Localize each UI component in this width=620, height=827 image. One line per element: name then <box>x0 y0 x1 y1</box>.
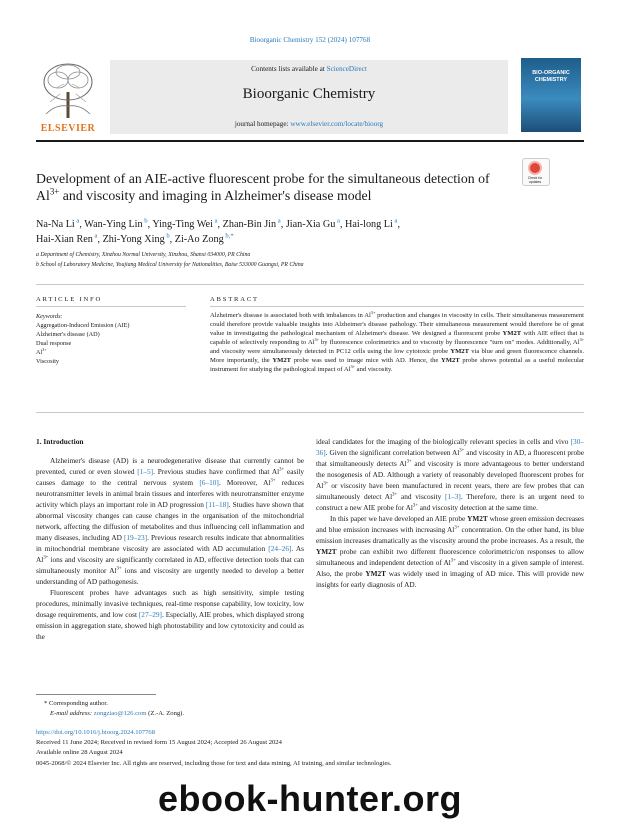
author-affiliation-marker[interactable]: b <box>142 217 148 225</box>
email-link[interactable]: zongziao@126.com <box>93 710 147 717</box>
superscript-charge: 3+ <box>412 503 418 509</box>
author-affiliation-marker[interactable]: a <box>92 232 98 240</box>
homepage-link[interactable]: www.elsevier.com/locate/bioorg <box>290 120 384 128</box>
author-affiliation-marker[interactable]: a <box>335 217 340 225</box>
probe-name: YM2T <box>502 330 522 338</box>
body-left-column <box>36 436 304 642</box>
intro-paragraph-2: Fluorescent probes have advantages such as high sensitivity, simple testing procedures, minimally invasive techniques, real-time response capability, low toxicity, low dosage requirements, and low cost [27–29]. Especially, AIE probes, which displayed strong emission in aggregation state, showed high photostability and low cytotoxicity and could as the <box>36 588 304 642</box>
probe-name: YM2T <box>272 357 292 365</box>
article-info-rule <box>36 306 186 307</box>
affiliation-a: a Department of Chemistry, Xinzhou Normal University, Xinzhou, Shanxi 034000, PR China <box>36 252 251 258</box>
received-dates: Received 11 June 2024; Received in revised form 15 August 2024; Accepted 26 August 2024 <box>36 739 282 747</box>
author-name: Zhan-Bin Jin <box>222 219 277 230</box>
author-name: Na-Na Li <box>36 219 75 230</box>
abstract-bottom-rule <box>36 412 584 413</box>
author-name: Ying-Ting Wei <box>152 219 213 230</box>
title-superscript: 3+ <box>49 186 60 197</box>
affiliation-rule <box>36 284 584 285</box>
citation-link[interactable]: [6–10] <box>199 478 219 488</box>
keywords-label: Keywords: <box>36 313 63 320</box>
abstract-heading: ABSTRACT <box>210 296 259 303</box>
superscript-charge: 3+ <box>454 525 460 531</box>
probe-name: YM2T <box>365 569 387 579</box>
superscript-charge: 3+ <box>392 492 398 498</box>
citation-link[interactable]: [1–3] <box>445 492 461 502</box>
header-rule <box>36 140 584 142</box>
superscript-charge: 3+ <box>459 448 465 454</box>
check-label-line-1: Check for <box>527 176 543 180</box>
contents-line <box>110 65 508 73</box>
bibliographic-info <box>36 728 584 769</box>
footnote-rule <box>36 694 156 695</box>
citation-link[interactable]: [27–29] <box>138 610 162 620</box>
keyword-item: Aggregation-Induced Emission (AIE) <box>36 322 130 329</box>
journal-cover-title <box>521 70 581 83</box>
author-affiliation-marker[interactable]: a <box>276 217 281 225</box>
homepage-prefix: journal homepage: <box>234 120 291 128</box>
article-title <box>36 170 506 204</box>
abstract-rule <box>210 306 584 307</box>
superscript-charge: 3+ <box>314 336 319 342</box>
citation-link[interactable]: [11–18] <box>205 500 229 510</box>
superscript-charge: 3+ <box>579 336 584 342</box>
footnote <box>44 699 364 719</box>
abstract-text: Alzheimer's disease is associated both with imbalances in $Al^{3+}$ production and changes in viscosity in cells. Their simultaneous measurement could therefore provide valuable insights into Alzheimer's disease pathology. Their simultaneous measurement would therefore be of great value in investigating the pathological mechanism of Alzheimer's disease. We designed a fluorescent probe YM2T with AIE effect that is capable of selectively responding to $Al^{3+}$ by fluorescence colorimetrics and to viscosity by fluorescence "turn on" modes. Additionally, $Al^{3+}$ and viscosity were simultaneously detected in PC12 cells using the low cytotoxic probe YM2T via blue and green fluorescence channels. More importantly, the YM2T probe was used to image mice with AD. Hence, the YM2T probe shows potential as a useful molecular instrument for studying the pathological impact of $Al^{3+}$ and viscosity. <box>210 309 584 374</box>
copyright-line: 0045-2068/© 2024 Elsevier Inc. All rights are reserved, including those for text and data mining, AI training, and similar technologies. <box>36 759 392 767</box>
citation-link[interactable]: [1–5] <box>137 467 154 477</box>
available-online: Available online 28 August 2024 <box>36 749 123 757</box>
introduction-heading: 1. Introduction <box>36 437 84 446</box>
journal-name: Bioorganic Chemistry <box>242 86 376 102</box>
probe-name: YM2T <box>450 348 469 356</box>
article-info-heading: ARTICLE INFO <box>36 296 103 303</box>
keyword-item: Viscosity <box>36 358 60 365</box>
body-right-column <box>316 436 584 590</box>
publisher-name: ELSEVIER <box>40 123 96 134</box>
author-affiliation-marker[interactable]: b <box>164 232 170 240</box>
check-updates-icon <box>528 161 542 175</box>
watermark-text: ebook-hunter.org <box>158 778 462 819</box>
keyword-item: Alzheimer's disease (AD) <box>36 331 100 338</box>
title-part-2: and viscosity and imaging in Alzheimer's disease model <box>59 188 372 203</box>
superscript-charge: 3+ <box>279 467 285 473</box>
author-affiliation-marker[interactable]: a <box>212 217 218 225</box>
author-affiliation-marker[interactable]: b,* <box>223 232 234 240</box>
citation-link[interactable]: [30–36] <box>316 437 584 458</box>
author-name: Wan-Ying Lin <box>84 219 143 230</box>
intro-paragraph-3: ideal candidates for the imaging of the biologically relevant species in cells and vivo [30–36]. Given the significant correlation between $Al^{3+}$ and viscosity in AD, a fluorescent probe that simultaneously detects $Al^{3+}$ and viscosity is more advantageous to better understand the nosogenesis of AD. Although a variety of reasonably developed fluorescent probes for $Al^{3+}$ or viscosity have been manufactured in recent years, there are few probes that can simultaneously detect $Al^{3+}$ and viscosity [1–3]. Therefore, there is an urgent need to construct a new AIE probe for $Al^{3+}$ and viscosity detection at the same time. <box>316 437 584 513</box>
elsevier-tree-logo <box>36 58 100 132</box>
homepage-line <box>110 120 508 128</box>
intro-paragraph-4: In this paper we have developed an AIE probe YM2T whose green emission decreases and blue emission increases with increasing $Al^{3+}$ concentration. On the other hand, its blue emission increases dramatically as the viscosity around the probe increases. As a result, the YM2T probe can exhibit two different fluorescence colorimetric/on responses to allow simultaneous and independent detection of $Al^{3+}$ and viscosity in a given sample of interest. Also, the probe YM2T was widely used in imaging of AD mice. This will provide new insights for early diagnosis of AD. <box>316 514 584 590</box>
affiliation-b: b School of Laboratory Medicine, Youjiang Medical University for Nationalities, Baise 533000 Guangxi, PR China <box>36 262 304 268</box>
title-part-1: Development of an AIE-active fluorescent probe for the simultaneous detection of Al <box>36 171 490 203</box>
corresponding-author-note: * Corresponding author. <box>44 700 108 707</box>
check-label-line-2: updates <box>528 180 542 184</box>
probe-name: YM2T <box>441 357 460 365</box>
superscript-charge: 3+ <box>116 566 122 572</box>
email-label: E-mail address: <box>50 710 94 717</box>
sciencedirect-link[interactable]: ScienceDirect <box>326 65 367 73</box>
author-affiliation-marker[interactable]: a <box>74 217 80 225</box>
superscript-charge: 3+ <box>450 558 456 564</box>
email-suffix: (Z.-A. Zong). <box>146 710 185 717</box>
superscript-charge: 3+ <box>370 309 376 315</box>
superscript-charge: 3+ <box>270 478 276 484</box>
author-list: Na-Na Li $^a$, Wan-Ying Lin $^b$, Ying-Ting Wei $^a$, Zhan-Bin Jin $^a$, Jian-Xia Gu $^a$, Hai-long Li $^a$, Hai-Xian Ren $^a$, Zhi-Yong Xing $^b$, Zi-Ao Zong $^{b,*}$ <box>36 217 401 245</box>
author-name: Zi-Ao Zong <box>174 234 224 245</box>
keywords-block <box>36 312 186 366</box>
superscript-charge: 3+ <box>42 346 47 352</box>
citation-link[interactable]: [19–23] <box>123 533 148 543</box>
contents-prefix: Contents lists available at <box>251 65 327 73</box>
superscript-charge: 3+ <box>323 481 329 487</box>
author-name: Zhi-Yong Xing <box>102 234 165 245</box>
author-name: Jian-Xia Gu <box>285 219 336 230</box>
citation-link[interactable]: [24–26] <box>268 544 292 554</box>
intro-paragraph-1: Alzheimer's disease (AD) is a neurodegenerative disease that currently cannot be prevented, cured or even slowed [1–5]. Previous studies have confirmed that $Al^{3+}$ easily causes damage to the central nervous system [6–10]. Moreover, $Al^{3+}$ reduces neurotransmitter levels in animal brain tissues and interferes with neurotransmitter enzyme activity which plays an important role in AD progression [11–18]. Studies have shown that abnormal viscosity changes can cause changes in the organisation of the mitochondrial network, affecting the diffusion of metabolites and thus influencing cell inflammation and many diseases, including AD [19–23]. Previous research results indicate that abnormalities in mitochondrial membrane viscosity are associated with AD accumulation [24–26]. As $Al^{3+}$ ions and viscosity are significantly correlated in AD, effective detection tools that can simultaneously monitor $Al^{3+}$ ions and viscosity are urgently needed to develop a better understanding of AD pathogenesis. <box>36 456 305 587</box>
author-name: Hai-Xian Ren <box>36 234 93 245</box>
journal-reference[interactable]: Bioorganic Chemistry 152 (2024) 107768 <box>249 36 371 44</box>
keyword-item: $Al^{3+}$ <box>36 346 47 356</box>
probe-name: YM2T <box>467 514 488 524</box>
check-updates-label <box>522 176 548 184</box>
keyword-item: Dual response <box>36 340 72 347</box>
superscript-charge: 3+ <box>43 555 49 561</box>
doi-link[interactable]: https://doi.org/10.1016/j.bioorg.2024.107768 <box>36 729 155 736</box>
probe-name: YM2T <box>316 547 337 557</box>
author-name: Hai-long Li <box>345 219 393 230</box>
superscript-charge: 3+ <box>350 364 356 370</box>
cover-title-line-2: CHEMISTRY <box>534 76 568 83</box>
email-line <box>44 709 364 719</box>
cover-title-line-1: BIO-ORGANIC <box>532 70 570 76</box>
author-affiliation-marker[interactable]: a <box>392 217 398 225</box>
superscript-charge: 3+ <box>406 459 412 465</box>
